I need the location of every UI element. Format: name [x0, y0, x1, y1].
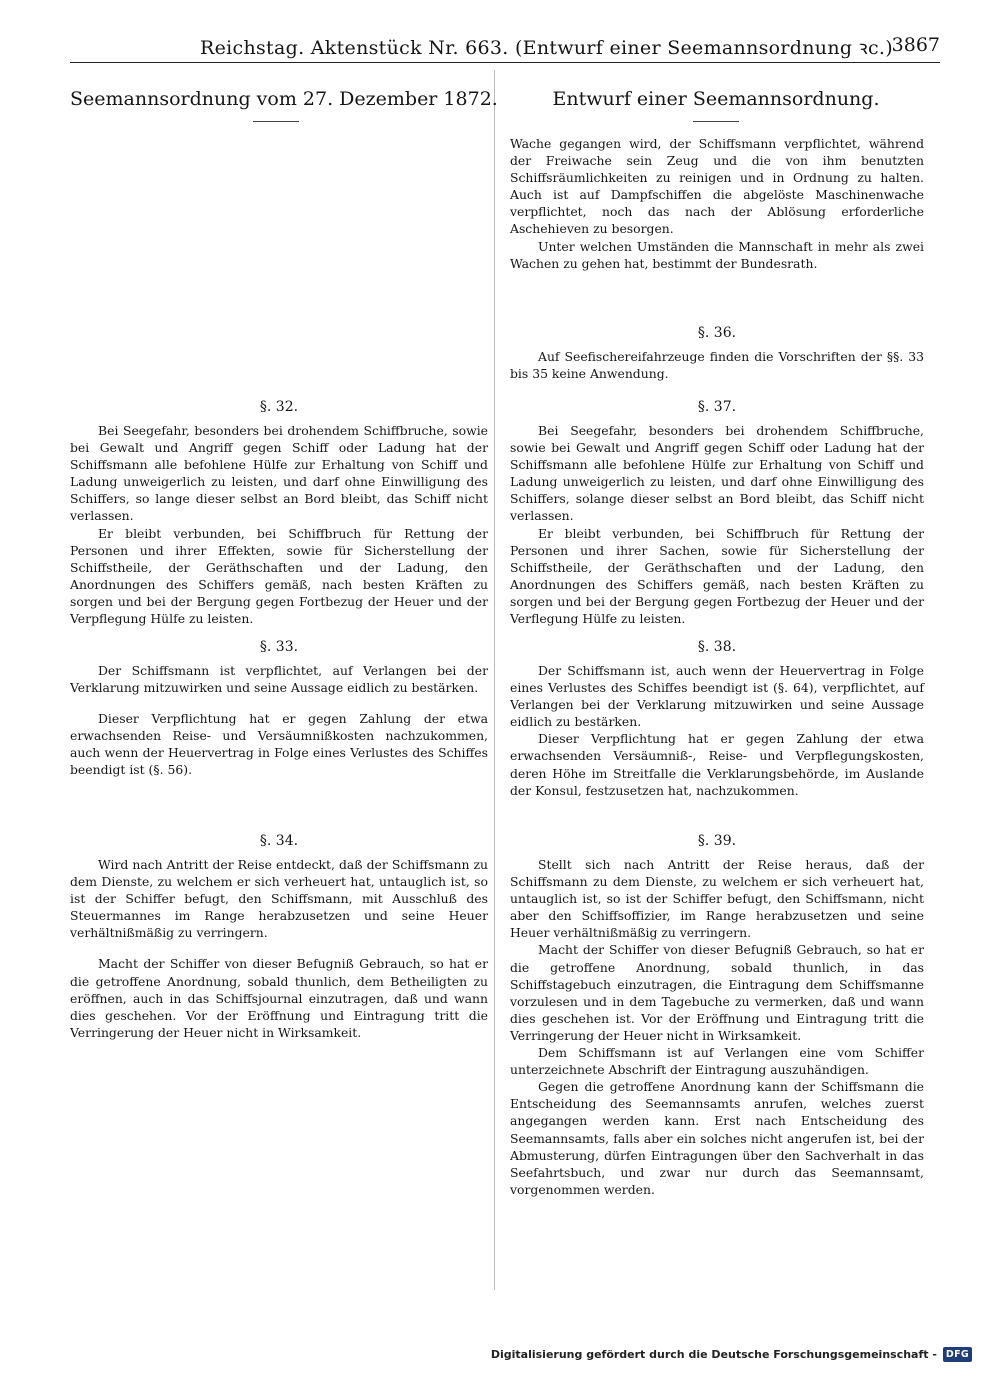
paragraph: Dieser Verpflichtung hat er gegen Zahlung der etwa erwachsenden Reise- und Versäumnißkosten nachzukommen, auch wenn der Heuervertrag in Folge eines Verlustes des Schiffes beendigt ist (§. 56). [70, 711, 488, 778]
paragraph: Dieser Verpflichtung hat er gegen Zahlung der etwa erwachsenden Versäumniß-, Reise- und Verpflegungskosten, deren Höhe im Streitfalle die Verklarungsbehörde, im Auslande der Konsul, festzusetzen hat, nachzukommen. [510, 731, 924, 798]
left-column-title: Seemannsordnung vom 27. Dezember 1872. [70, 88, 498, 110]
right-title-rule [693, 121, 739, 122]
right-column-title: Entwurf einer Seemannsordnung. [552, 88, 880, 110]
paragraph: Macht der Schiffer von dieser Befugniß Gebrauch, so hat er die getroffene Anordnung, sobald thunlich, in das Schiffstagebuch einzutragen, die Eintragung dem Schiffsmanne vorzulesen und in dem Tagebuche zu vermerken, daß und wann dies geschehen ist. Vor der Eröffnung und Eintragung tritt die Verringerung der Heuer nicht in Wirksamkeit. [510, 942, 924, 1043]
digitization-credit [491, 1345, 972, 1363]
section-heading: §. 39. [697, 833, 737, 849]
paragraph: Bei Seegefahr, besonders bei drohendem Schiffbruche, sowie bei Gewalt und Angriff gegen Schiff oder Ladung hat der Schiffsmann alle befohlene Hülfe zur Erhaltung von Schiff und Ladung unweigerlich zu leisten, und darf ohne Einwilligung des Schiffers, solange dieser selbst an Bord bleibt, das Schiff nicht verlassen. [510, 423, 924, 524]
paragraph: Der Schiffsmann ist, auch wenn der Heuervertrag in Folge eines Verlustes des Schiffes beendigt ist (§. 64), verpflichtet, auf Verlangen bei der Verklarung mitzuwirken und seine Aussage eidlich zu bestärken. [510, 663, 924, 730]
paragraph: Wird nach Antritt der Reise entdeckt, daß der Schiffsmann zu dem Dienste, zu welchem er sich verheuert hat, untauglich ist, so ist der Schiffer befugt, den Schiffsmann, mit Ausschluß des Steuermannes im Range herabzusetzen und seine Heuer verhältnißmäßig zu verringern. [70, 857, 488, 941]
paragraph: Auf Seefischereifahrzeuge finden die Vorschriften der §§. 33 bis 35 keine Anwendung. [510, 349, 924, 382]
section-39 [510, 832, 924, 1198]
column-divider [494, 70, 495, 1290]
section-heading: §. 33. [259, 639, 299, 655]
section-32 [70, 398, 488, 627]
paragraph: Macht der Schiffer von dieser Befugniß Gebrauch, so hat er die getroffene Anordnung, sobald thunlich, dem Betheiligten zu eröffnen, auch in das Schiffsjournal einzutragen, daß und wann dies geschehen. Vor der Eröffnung und Eintragung tritt die Verringerung der Heuer nicht in Wirksamkeit. [70, 956, 488, 1040]
paragraph: Er bleibt verbunden, bei Schiffbruch für Rettung der Personen und ihrer Effekten, sowie für Sicherstellung der Schiffstheile, der Geräthschaften und der Ladung, den Anordnungen des Schiffers gemäß, nach besten Kräften zu sorgen und bei der Bergung gegen Fortbezug der Heuer und der Verpflegung Hülfe zu leisten. [70, 525, 488, 627]
paragraph: Der Schiffsmann ist verpflichtet, auf Verlangen bei der Verklarung mitzuwirken und seine Aussage eidlich zu bestärken. [70, 663, 488, 696]
page-header [70, 32, 940, 63]
paragraph: Wache gegangen wird, der Schiffsmann verpflichtet, während der Freiwache sein Zeug und die von ihm benutzten Schiffsräumlichkeiten zu reinigen und in Ordnung zu halten. Auch ist auf Dampfschiffen die abgelöste Maschinenwache verpflichtet, noch das nach der Ablösung erforderliche Aschehieven zu besorgen. [510, 136, 924, 237]
running-title: Reichstag. Aktenstück Nr. 663. (Entwurf einer Seemannsordnung ꝛc.) [200, 37, 893, 59]
paragraph: Bei Seegefahr, besonders bei drohendem Schiffbruche, sowie bei Gewalt und Angriff gegen Schiff oder Ladung hat der Schiffsmann alle befohlene Hülfe zur Erhaltung von Schiff und Ladung unweigerlich zu leisten, und darf ohne Einwilligung des Schiffers, so lange dieser selbst an Bord bleibt, das Schiff nicht verlassen. [70, 423, 488, 524]
section-heading: §. 36. [697, 325, 737, 341]
paragraph: Stellt sich nach Antritt der Reise heraus, daß der Schiffsmann zu dem Dienste, zu welchem er sich verheuert hat, untauglich ist, so ist der Schiffer befugt, den Schiffsmann, nicht aber den Schiffsoffizier, im Range herabzusetzen und seine Heuer verhältnißmäßig zu verringern. [510, 857, 924, 941]
left-title-rule [253, 121, 299, 122]
paragraph: Er bleibt verbunden, bei Schiffbruch für Rettung der Personen und ihrer Sachen, sowie für Sicherstellung der Schiffstheile, der Geräthschaften und der Ladung, den Anordnungen des Schiffers gemäß, nach besten Kräften zu sorgen und bei der Bergung gegen Fortbezug der Heuer und der Verflegung Hülfe zu leisten. [510, 525, 924, 627]
section-34 [70, 832, 488, 1041]
continued-section [510, 135, 924, 272]
paragraph: Gegen die getroffene Anordnung kann der Schiffsmann die Entscheidung des Seemannsamts anrufen, welches zuerst angegangen werden kann. Erst nach Entscheidung des Seemannsamts, falls aber ein solches nicht angerufen ist, bei der Abmusterung, dürfen Eintragungen über den Sachverhalt in das Seefahrtsbuch, und zwar nur durch das Seemannsamt, vorgenommen werden. [510, 1079, 924, 1197]
section-36 [510, 324, 924, 382]
paragraph: Unter welchen Umständen die Mannschaft in mehr als zwei Wachen zu gehen hat, bestimmt der Bundesrath. [510, 238, 924, 271]
credit-text: Digitalisierung gefördert durch die Deutsche Forschungsgemeinschaft - [490, 1347, 937, 1361]
page-number: 3867 [891, 34, 940, 56]
section-heading: §. 32. [259, 399, 299, 415]
section-heading: §. 34. [259, 833, 299, 849]
section-37 [510, 398, 924, 627]
section-heading: §. 38. [697, 639, 737, 655]
section-38 [510, 638, 924, 799]
paragraph: Dem Schiffsmann ist auf Verlangen eine vom Schiffer unterzeichnete Abschrift der Eintragung auszuhändigen. [510, 1045, 924, 1078]
dfg-logo: DFG [943, 1347, 972, 1362]
section-33 [70, 638, 488, 779]
section-heading: §. 37. [697, 399, 737, 415]
